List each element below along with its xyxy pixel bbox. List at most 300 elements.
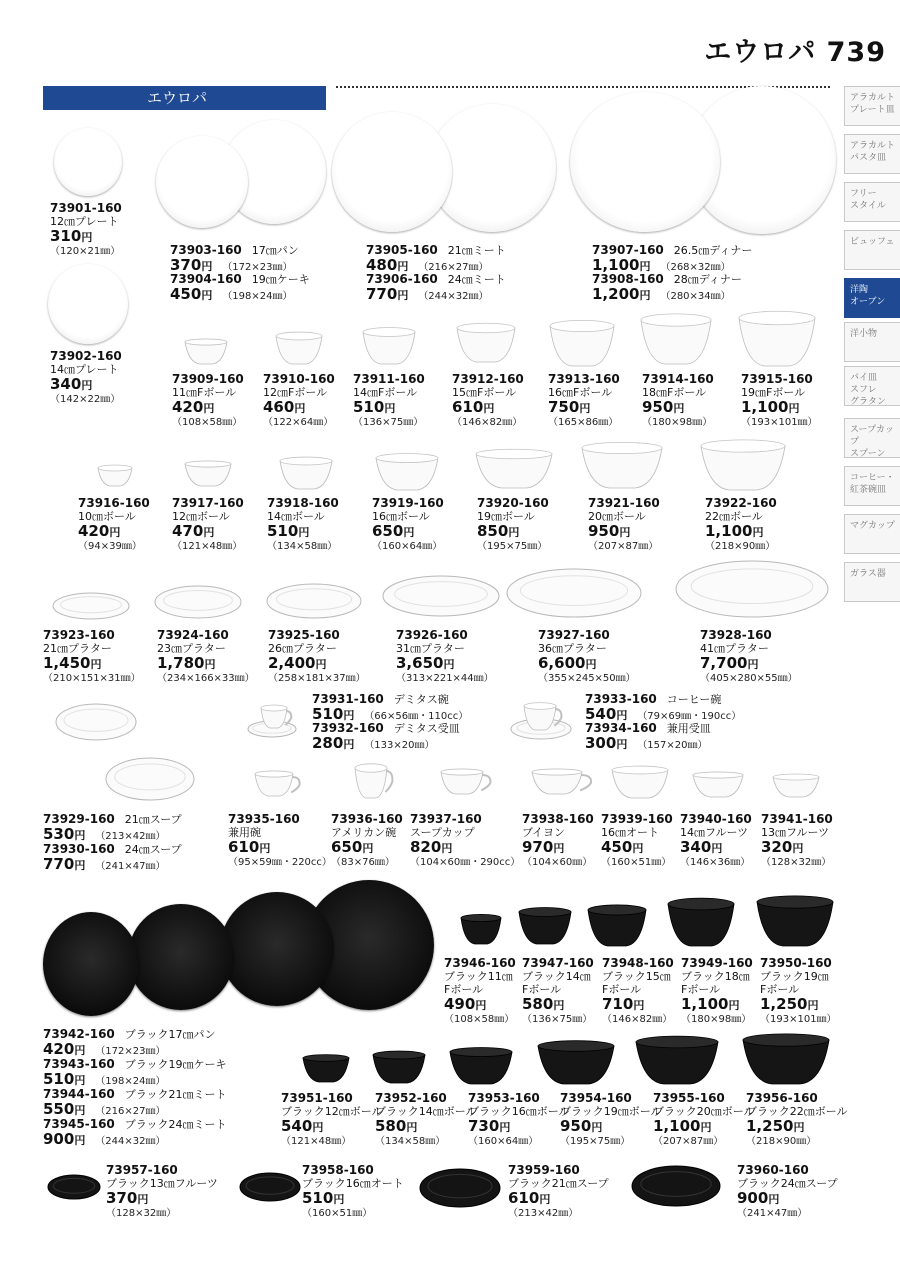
yen-unit: 円 <box>315 658 327 671</box>
product-code: 73943-160 <box>43 1057 115 1071</box>
product-desc: 19㎝ケーキ <box>251 273 310 286</box>
product-size: （133×20㎜） <box>364 740 435 751</box>
bowl-image-73916 <box>98 465 132 486</box>
product-desc: 12㎝ボール <box>172 510 230 523</box>
product-73946-160 <box>444 957 516 1026</box>
product-desc: スープカップ <box>410 826 475 839</box>
product-73933-160 <box>585 693 741 723</box>
product-size: （193×101㎜） <box>741 417 818 428</box>
product-73957-160 <box>106 1164 218 1220</box>
bowl-image-739011 <box>363 328 415 364</box>
yen-unit: 円 <box>591 1121 603 1134</box>
yen-unit: 円 <box>109 526 121 539</box>
product-desc: ブイヨン <box>522 826 566 839</box>
product-size: （128×32㎜） <box>761 857 832 868</box>
product-73905-160 <box>366 244 506 274</box>
product-73941-160 <box>761 813 833 869</box>
product-desc: 14㎝ボール <box>267 510 325 523</box>
cup-image-73937 <box>441 769 483 794</box>
product-73954-160 <box>560 1092 662 1148</box>
product-code: 73937-160 <box>410 812 482 826</box>
product-desc: ブラック16㎝オート <box>302 1177 404 1190</box>
product-73921-160 <box>588 497 660 553</box>
yen-unit: 円 <box>259 842 271 855</box>
product-price: 900 <box>737 1189 769 1207</box>
product-desc: 21㎝プラター <box>43 642 112 655</box>
yen-unit: 円 <box>74 1044 86 1057</box>
product-price: 340 <box>50 375 82 393</box>
yen-unit: 円 <box>483 402 495 415</box>
bowl-image-73909 <box>185 339 227 364</box>
product-code: 73925-160 <box>268 628 340 642</box>
product-price: 450 <box>170 285 202 303</box>
side-tab-label: 洋陶 <box>850 285 869 295</box>
product-73945-160 <box>43 1118 227 1148</box>
product-size: （160×64㎜） <box>372 541 443 552</box>
product-desc: 16㎝ボール <box>372 510 430 523</box>
product-size: （146×82㎜） <box>452 417 523 428</box>
product-price: 750 <box>548 398 580 416</box>
product-price: 370 <box>106 1189 138 1207</box>
product-code: 73958-160 <box>302 1163 374 1177</box>
product-desc: 14㎝Fボール <box>353 386 418 399</box>
product-desc: 16㎝オート <box>601 826 659 839</box>
product-size: （218×90㎜） <box>746 1136 817 1147</box>
product-desc: 16㎝Fボール <box>548 386 613 399</box>
product-price: 1,100 <box>653 1117 701 1135</box>
product-desc: ブラック14㎝ <box>522 970 591 983</box>
product-desc: 15㎝Fボール <box>452 386 517 399</box>
product-size: （218×90㎜） <box>705 541 776 552</box>
bowl-image-73920 <box>476 449 552 488</box>
black-bowl-image-73947 <box>519 908 571 944</box>
product-price: 420 <box>78 522 110 540</box>
product-price: 550 <box>43 1100 75 1118</box>
product-size: （104×60㎜・290cc） <box>410 857 521 868</box>
yen-unit: 円 <box>585 658 597 671</box>
section-header: エウロパ <box>43 86 326 110</box>
black-bowl-image-73952 <box>373 1051 425 1083</box>
product-price: 510 <box>43 1070 75 1088</box>
yen-unit: 円 <box>768 1193 780 1206</box>
yen-unit: 円 <box>499 1121 511 1134</box>
product-73955-160 <box>653 1092 755 1148</box>
product-code: 73903-160 <box>170 243 242 257</box>
product-code: 73924-160 <box>157 628 229 642</box>
product-price: 510 <box>267 522 299 540</box>
product-desc: ブラック19㎝ボール <box>560 1105 662 1118</box>
product-73952-160 <box>375 1092 477 1148</box>
product-desc: 19㎝Fボール <box>741 386 806 399</box>
product-73925-160 <box>268 629 366 685</box>
yen-unit: 円 <box>312 1121 324 1134</box>
yen-unit: 円 <box>333 1193 345 1206</box>
product-desc: 21㎝スープ <box>124 813 182 826</box>
product-size: （213×42㎜） <box>508 1208 579 1219</box>
yen-unit: 円 <box>700 1121 712 1134</box>
product-size: （172×23㎜） <box>95 1046 166 1057</box>
yen-unit: 円 <box>203 526 215 539</box>
product-desc: コーヒー碗 <box>666 693 722 706</box>
cup-image-73938 <box>532 769 582 794</box>
product-size: （95×59㎜・220cc） <box>228 857 332 868</box>
product-code: 73912-160 <box>452 372 524 386</box>
product-code: 73926-160 <box>396 628 468 642</box>
product-73903-160 <box>170 244 299 274</box>
product-code: 73945-160 <box>43 1117 115 1131</box>
product-size: （355×245×50㎜） <box>538 673 636 684</box>
product-price: 420 <box>172 398 204 416</box>
product-code: 73952-160 <box>375 1091 447 1105</box>
product-price: 730 <box>468 1117 500 1135</box>
product-desc: 17㎝パン <box>251 244 299 257</box>
product-code: 73935-160 <box>228 812 300 826</box>
yen-unit: 円 <box>788 402 800 415</box>
product-73937-160 <box>410 813 520 869</box>
product-desc: 24㎝スープ <box>124 843 182 856</box>
side-tab-label: オーブン <box>850 297 886 307</box>
yen-unit: 円 <box>74 1134 86 1147</box>
product-price: 650 <box>331 838 363 856</box>
product-desc: 26.5㎝ディナー <box>673 244 753 257</box>
black-bowl-image-73954 <box>538 1041 614 1084</box>
product-size: （244×32㎜） <box>418 291 489 302</box>
product-size: （136×75㎜） <box>353 417 424 428</box>
plate-image-73942 <box>43 912 139 1016</box>
product-desc: 兼用碗 <box>228 826 261 839</box>
product-73909-160 <box>172 373 244 429</box>
product-73940-160 <box>680 813 752 869</box>
product-desc: 26㎝プラター <box>268 642 337 655</box>
product-73929-160 <box>43 813 182 843</box>
product-code: 73908-160 <box>592 272 664 286</box>
black-bowl-image-73950 <box>757 896 833 946</box>
product-code: 73904-160 <box>170 272 242 286</box>
product-code: 73913-160 <box>548 372 620 386</box>
product-73934-160 <box>585 722 711 752</box>
product-desc: ブラック20㎝ボール <box>653 1105 755 1118</box>
yen-unit: 円 <box>673 402 685 415</box>
product-price: 450 <box>601 838 633 856</box>
product-code: 73956-160 <box>746 1091 818 1105</box>
product-size: （313×221×44㎜） <box>396 673 494 684</box>
product-size: （146×82㎜） <box>602 1014 673 1025</box>
product-size: （234×166×33㎜） <box>157 673 255 684</box>
product-code: 73907-160 <box>592 243 664 257</box>
product-size: （134×58㎜） <box>375 1136 446 1147</box>
product-desc: ブラック24㎝ミート <box>124 1118 227 1131</box>
product-size: （268×32㎜） <box>660 262 731 273</box>
yen-unit: 円 <box>397 260 409 273</box>
product-73918-160 <box>267 497 339 553</box>
yen-unit: 円 <box>343 709 355 722</box>
product-desc: 36㎝プラター <box>538 642 607 655</box>
product-desc: ブラック21㎝スープ <box>508 1177 609 1190</box>
product-desc: ブラック12㎝ボール <box>281 1105 383 1118</box>
product-price: 580 <box>375 1117 407 1135</box>
product-size: （210×151×31㎜） <box>43 673 141 684</box>
product-desc: ブラック14㎝ボール <box>375 1105 477 1118</box>
black-bowl-image-73948 <box>588 905 646 946</box>
product-size: （258×181×37㎜） <box>268 673 366 684</box>
product-desc: 10㎝ボール <box>78 510 136 523</box>
product-73928-160 <box>700 629 798 685</box>
product-price: 820 <box>410 838 442 856</box>
bowl-image-739015 <box>739 311 815 366</box>
product-73935-160 <box>228 813 332 869</box>
product-code: 73928-160 <box>700 628 772 642</box>
product-73906-160 <box>366 273 506 303</box>
product-price: 850 <box>477 522 509 540</box>
product-desc: 20㎝ボール <box>588 510 646 523</box>
yen-unit: 円 <box>539 1193 551 1206</box>
yen-unit: 円 <box>747 658 759 671</box>
product-code: 73947-160 <box>522 956 594 970</box>
yen-unit: 円 <box>81 379 93 392</box>
product-desc: アメリカン碗 <box>331 826 397 839</box>
product-code: 73931-160 <box>312 692 384 706</box>
bowl-image-73921 <box>582 442 662 488</box>
product-desc: 21㎝ミート <box>447 244 506 257</box>
product-price: 1,100 <box>741 398 789 416</box>
product-code: 73959-160 <box>508 1163 580 1177</box>
product-73911-160 <box>353 373 425 429</box>
product-code: 73941-160 <box>761 812 833 826</box>
yen-unit: 円 <box>74 859 86 872</box>
product-price: 540 <box>281 1117 313 1135</box>
side-tab-label: マグカップ <box>850 521 895 531</box>
cup-image-73935 <box>255 771 293 796</box>
product-desc: 13㎝フルーツ <box>761 826 830 839</box>
product-price: 480 <box>366 256 398 274</box>
product-size: （157×20㎜） <box>637 740 708 751</box>
product-code: 73944-160 <box>43 1087 115 1101</box>
product-size: （216×27㎜） <box>418 262 489 273</box>
product-code: 73930-160 <box>43 842 115 856</box>
side-tab-label: ビュッフェ <box>850 237 895 247</box>
product-price: 1,250 <box>760 995 808 1013</box>
yen-unit: 円 <box>639 260 651 273</box>
bowl-image-739014 <box>641 314 711 364</box>
product-price: 510 <box>312 705 344 723</box>
product-size: （120×21㎜） <box>50 246 121 257</box>
product-desc: デミタス受皿 <box>393 722 460 735</box>
plate-image-73944 <box>220 892 334 1006</box>
black-bowl-image-73955 <box>636 1036 718 1084</box>
product-73902-160 <box>50 350 122 406</box>
side-tab-label: パスタ皿 <box>850 153 887 163</box>
yen-unit: 円 <box>639 289 651 302</box>
product-desc: デミタス碗 <box>393 693 449 706</box>
side-tab-label: アラカルト <box>850 93 896 103</box>
product-code: 73911-160 <box>353 372 425 386</box>
product-size: （241×47㎜） <box>95 861 166 872</box>
product-73914-160 <box>642 373 714 429</box>
product-73944-160 <box>43 1088 227 1118</box>
product-code: 73940-160 <box>680 812 752 826</box>
product-price: 470 <box>172 522 204 540</box>
yen-unit: 円 <box>553 842 565 855</box>
yen-unit: 円 <box>81 231 93 244</box>
product-price: 710 <box>602 995 634 1013</box>
product-73904-160 <box>170 273 310 303</box>
product-price: 1,250 <box>746 1117 794 1135</box>
product-size: （165×86㎜） <box>548 417 619 428</box>
product-price: 1,450 <box>43 654 91 672</box>
product-73939-160 <box>601 813 673 869</box>
product-price: 540 <box>585 705 617 723</box>
product-73948-160 <box>602 957 674 1026</box>
product-73942-160 <box>43 1028 216 1058</box>
product-code: 73915-160 <box>741 372 813 386</box>
product-price: 510 <box>353 398 385 416</box>
yen-unit: 円 <box>397 289 409 302</box>
product-code: 73938-160 <box>522 812 594 826</box>
product-size: （193×101㎜） <box>760 1014 837 1025</box>
product-code: 73933-160 <box>585 692 657 706</box>
product-code: 73922-160 <box>705 496 777 510</box>
product-code: 73910-160 <box>263 372 335 386</box>
yen-unit: 円 <box>475 999 487 1012</box>
product-price: 1,200 <box>592 285 640 303</box>
yen-unit: 円 <box>711 842 723 855</box>
product-73959-160 <box>508 1164 609 1220</box>
side-tab-label: プレート皿 <box>850 105 895 115</box>
product-price: 950 <box>560 1117 592 1135</box>
side-tab-label: アラカルト <box>850 141 896 151</box>
black-bowl-image-73946 <box>461 914 501 944</box>
product-desc: ブラック19㎝ケーキ <box>124 1058 227 1071</box>
yen-unit: 円 <box>343 738 355 751</box>
side-tab-label: パイ皿 <box>850 373 878 383</box>
product-73951-160 <box>281 1092 383 1148</box>
product-size: （405×280×55㎜） <box>700 673 798 684</box>
product-price: 490 <box>444 995 476 1013</box>
product-code: 73909-160 <box>172 372 244 386</box>
product-size: （136×75㎜） <box>522 1014 593 1025</box>
yen-unit: 円 <box>201 289 213 302</box>
product-size: （207×87㎜） <box>653 1136 724 1147</box>
plate-image-73943 <box>128 904 234 1010</box>
yen-unit: 円 <box>204 658 216 671</box>
product-price: 770 <box>43 855 75 873</box>
yen-unit: 円 <box>793 1121 805 1134</box>
product-code: 73954-160 <box>560 1091 632 1105</box>
product-size: （83×76㎜） <box>331 857 395 868</box>
product-size: （180×98㎜） <box>681 1014 752 1025</box>
product-desc: ブラック19㎝ <box>760 970 829 983</box>
product-desc: ブラック24㎝スープ <box>737 1177 838 1190</box>
bowl-image-73922 <box>701 440 785 490</box>
product-size: （213×42㎜） <box>95 831 166 842</box>
platter-image-73928 <box>676 561 828 617</box>
bowl-image-73918 <box>280 457 332 489</box>
yen-unit: 円 <box>616 738 628 751</box>
product-code: 73948-160 <box>602 956 674 970</box>
product-desc: 11㎝Fボール <box>172 386 237 399</box>
side-tab-label: コーヒー・ <box>850 473 895 483</box>
product-desc: 31㎝プラター <box>396 642 465 655</box>
yen-unit: 円 <box>201 260 213 273</box>
yen-unit: 円 <box>579 402 591 415</box>
black-bowl-image-73953 <box>450 1048 512 1084</box>
product-desc: ブラック13㎝フルーツ <box>106 1177 218 1190</box>
product-code: 73929-160 <box>43 812 115 826</box>
product-73947-160 <box>522 957 594 1026</box>
product-size: （122×64㎜） <box>263 417 334 428</box>
product-price: 650 <box>372 522 404 540</box>
product-size: （79×69㎜・190cc） <box>637 711 742 722</box>
product-code: 73906-160 <box>366 272 438 286</box>
product-size: （180×98㎜） <box>642 417 713 428</box>
yen-unit: 円 <box>298 526 310 539</box>
product-73953-160 <box>468 1092 570 1148</box>
product-desc: 12㎝プレート <box>50 215 119 228</box>
yen-unit: 円 <box>203 402 215 415</box>
product-price: 370 <box>170 256 202 274</box>
product-73922-160 <box>705 497 777 553</box>
product-price: 1,100 <box>592 256 640 274</box>
product-desc: 28㎝ディナー <box>673 273 742 286</box>
product-size: （108×58㎜） <box>172 417 243 428</box>
product-price: 950 <box>588 522 620 540</box>
side-tab-label: 洋小物 <box>850 329 878 339</box>
product-price: 610 <box>508 1189 540 1207</box>
yen-unit: 円 <box>616 709 628 722</box>
product-desc: 23㎝プラター <box>157 642 226 655</box>
yen-unit: 円 <box>807 999 819 1012</box>
product-size: （94×39㎜） <box>78 541 142 552</box>
yen-unit: 円 <box>632 842 644 855</box>
side-tab-label: スプーン <box>850 449 886 459</box>
bowl-image-73939 <box>612 766 668 798</box>
product-code: 73951-160 <box>281 1091 353 1105</box>
product-73960-160 <box>737 1164 838 1220</box>
product-price: 580 <box>522 995 554 1013</box>
product-desc: ブラック17㎝パン <box>124 1028 216 1041</box>
product-73915-160 <box>741 373 818 429</box>
product-price: 530 <box>43 825 75 843</box>
product-desc: 24㎝ミート <box>447 273 506 286</box>
bowl-image-73919 <box>376 454 438 490</box>
product-73943-160 <box>43 1058 227 1088</box>
product-price: 340 <box>680 838 712 856</box>
product-73912-160 <box>452 373 524 429</box>
yen-unit: 円 <box>403 526 415 539</box>
product-size: （241×47㎜） <box>737 1208 808 1219</box>
product-size: （280×34㎜） <box>660 291 731 302</box>
product-price: 420 <box>43 1040 75 1058</box>
product-desc: ブラック16㎝ボール <box>468 1105 570 1118</box>
product-price: 610 <box>228 838 260 856</box>
product-code: 73946-160 <box>444 956 516 970</box>
product-73923-160 <box>43 629 141 685</box>
product-desc: 22㎝ボール <box>705 510 763 523</box>
product-desc: 14㎝フルーツ <box>680 826 749 839</box>
product-code: 73914-160 <box>642 372 714 386</box>
product-size: （128×32㎜） <box>106 1208 177 1219</box>
product-desc: 18㎝Fボール <box>642 386 707 399</box>
side-tab-label: スフレ <box>850 385 877 395</box>
product-price: 7,700 <box>700 654 748 672</box>
product-size: （198×24㎜） <box>95 1076 166 1087</box>
product-size: （160×64㎜） <box>468 1136 539 1147</box>
product-73901-160 <box>50 202 122 258</box>
side-tab-label: 紅茶碗皿 <box>850 485 887 495</box>
product-desc2: Fボール <box>760 983 800 996</box>
product-code: 73920-160 <box>477 496 549 510</box>
product-73956-160 <box>746 1092 848 1148</box>
